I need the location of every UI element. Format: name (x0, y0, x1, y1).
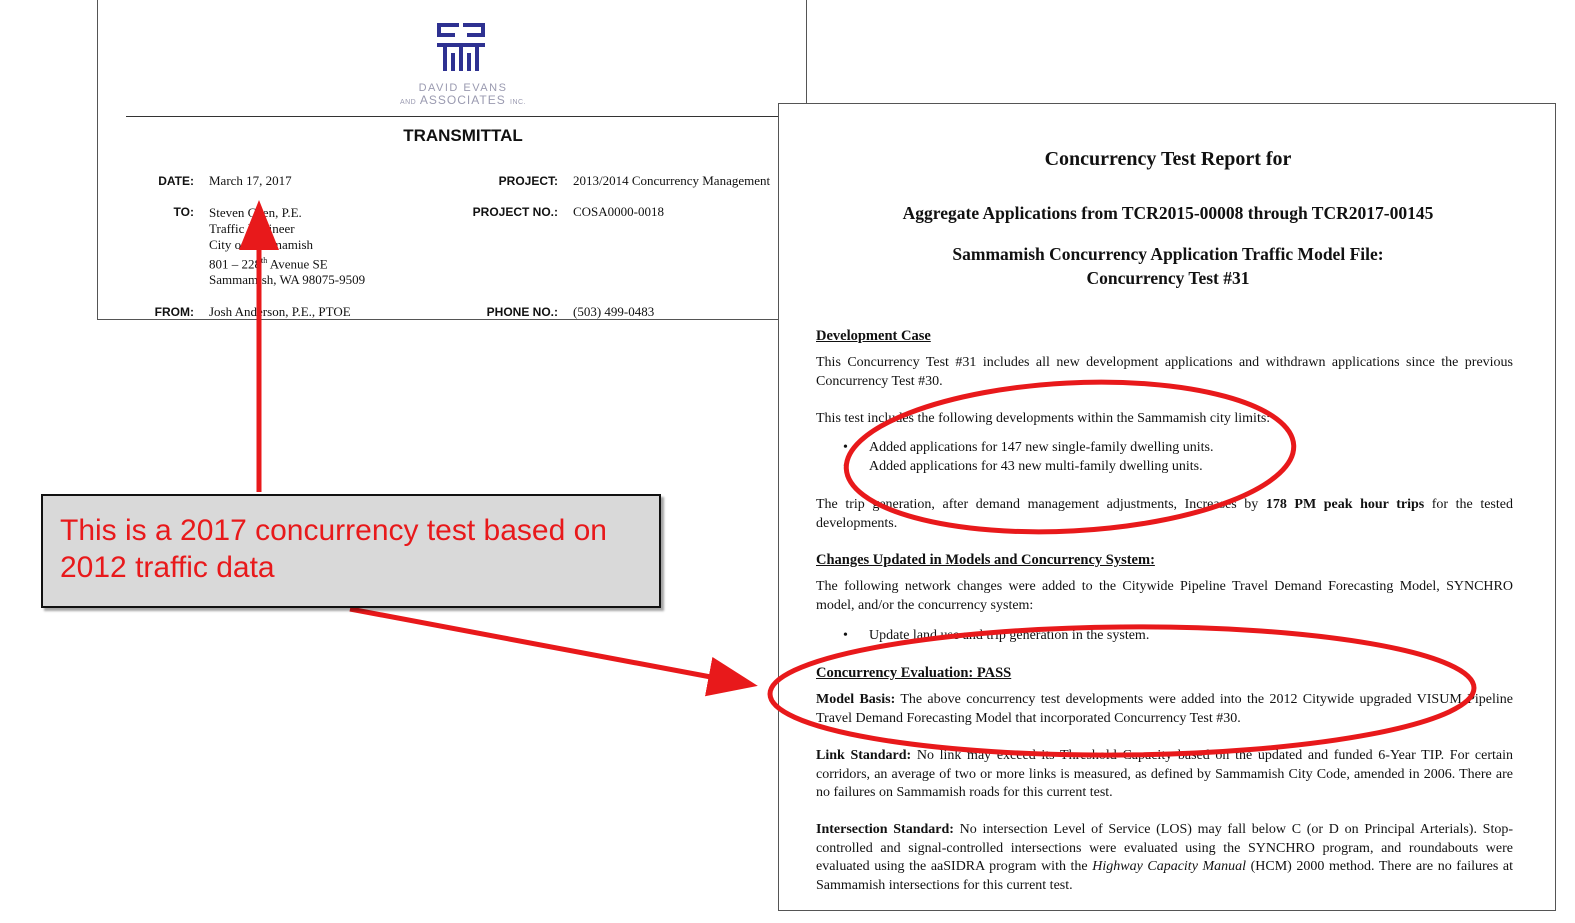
report-subtitle: Aggregate Applications from TCR2015-00008 through TCR2017-00145 (902, 203, 1434, 223)
company-logo-icon (433, 21, 489, 73)
annotation-callout (41, 494, 661, 608)
model-basis-paragraph: Model Basis: The above concurrency test developments were added into the 2012 Citywide upgraded VISUM Pipeline Travel Demand Forecasting Model that incorporated Concurrency Test #30. (816, 692, 1514, 726)
transmittal-title: TRANSMITTAL (403, 126, 523, 145)
changes-heading: Changes Updated in Models and Concurrency System: (816, 552, 1155, 568)
to-title: Traffic Engineer (209, 221, 295, 236)
project-no-value: COSA0000-0018 (573, 204, 665, 219)
to-city: Sammamish, WA 98075-9509 (209, 272, 366, 288)
list-item: • Added applications for 43 new multi-family dwelling units. (816, 457, 1513, 476)
list-item: • Added applications for 147 new single-family dwelling units. (816, 438, 1513, 457)
evaluation-heading: Concurrency Evaluation: PASS (816, 665, 1012, 681)
development-bullet-list (816, 438, 1513, 476)
phone-label: PHONE NO.: (486, 305, 558, 319)
company-name: DAVID EVANS (418, 82, 508, 94)
header-divider (126, 116, 790, 117)
from-value: Josh Anderson, P.E., PTOE (209, 304, 351, 319)
list-item: • Update land use and trip generation in the system. (816, 626, 1513, 645)
to-org: City of Sammamish (209, 237, 313, 252)
to-label: TO: (173, 205, 194, 219)
project-value: 2013/2014 Concurrency Management (573, 173, 771, 188)
to-address-block (209, 205, 365, 288)
trip-generation-paragraph: The trip generation, after demand management adjustments, Increases by 178 PM peak hour trips for the tested developments. (816, 497, 1513, 531)
development-includes-text: This test includes the following developments within the Sammamish city limits: (816, 411, 1271, 426)
model-file-title: Sammamish Concurrency Application Traffic Model File: (952, 244, 1384, 264)
development-case-heading: Development Case (816, 328, 931, 344)
intersection-standard-paragraph: Intersection Standard: No intersection Level of Service (LOS) may fall below C (or D on Principal Arterials). Stop-controlled and signal-controlled intersections were evaluated using the SYNCHRO program, and roundabouts were evaluated using the aaSIDRA program with the Highway Capacity Manual (HCM) 2000 method. There are no failures at Sammamish intersections for this current test. (816, 822, 1513, 893)
concurrency-test-number: Concurrency Test #31 (1086, 268, 1250, 288)
date-label: DATE: (158, 174, 194, 188)
report-title: Concurrency Test Report for (1044, 148, 1292, 170)
project-label: PROJECT: (498, 174, 558, 188)
to-name: Steven Chen, P.E. (209, 205, 302, 220)
project-no-label: PROJECT NO.: (472, 205, 558, 219)
from-label: FROM: (154, 305, 194, 319)
annotation-text: This is a 2017 concurrency test based on 2012 traffic data (60, 514, 607, 584)
date-value: March 17, 2017 (209, 173, 292, 188)
company-subname: AND ASSOCIATES INC. (399, 93, 527, 107)
report-page (778, 103, 1556, 911)
phone-value: (503) 499-0483 (573, 304, 655, 319)
changes-bullet-list (816, 626, 1513, 645)
transmittal-page (97, 0, 807, 320)
link-standard-paragraph: Link Standard: No link may exceed its Threshold Capacity based on the updated and funded 6-Year TIP. For certain corridors, an average of two or more links is measured, as defined by Sammamish City Code, amended in 2006. There are no failures on Sammamish roads for this current test. (816, 748, 1513, 800)
development-case-paragraph: This Concurrency Test #31 includes all new development applications and withdrawn applications since the previous Concurrency Test #30. (816, 355, 1513, 389)
arrow-to-model-basis (350, 609, 748, 684)
changes-paragraph: The following network changes were added to the Citywide Pipeline Travel Demand Forecasting Model, SYNCHRO model, and/or the concurrency system: (816, 579, 1513, 613)
to-street: 801 – 228th Avenue SE (209, 256, 328, 272)
